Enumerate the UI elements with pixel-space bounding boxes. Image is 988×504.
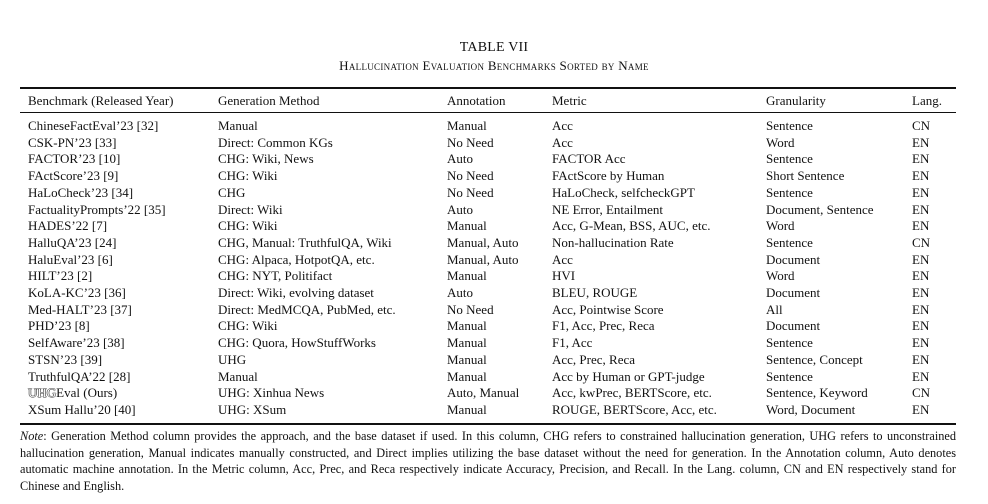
table-row [20,285,956,302]
header-row [20,90,956,112]
cell-lang: EN [912,184,930,200]
table-row [20,151,956,168]
cell-annotation: No Need [447,184,494,200]
header-benchmark: Benchmark (Released Year) [28,93,174,108]
cell-metric: Acc, G-Mean, BSS, AUC, etc. [552,218,711,234]
benchmark-prefix: UHG [28,385,57,401]
cell-benchmark: HADES’22 [7] [28,218,108,234]
bottom-rule [20,423,956,425]
header-granularity: Granularity [766,93,826,108]
cell-annotation: Manual, Auto [447,234,519,250]
cell-lang: EN [912,285,930,301]
cell-lang: EN [912,134,930,150]
cell-metric: NE Error, Entailment [552,201,664,217]
cell-lang: EN [912,218,930,234]
cell-generation-method: Direct: Wiki, evolving dataset [218,285,374,301]
cell-granularity: Sentence [766,151,813,167]
cell-benchmark: XSum Hallu’20 [40] [28,401,136,417]
cell-benchmark: HaLoCheck’23 [34] [28,184,134,200]
cell-lang: EN [912,251,930,267]
cell-annotation: Manual [447,118,487,133]
cell-generation-method: CHG: Wiki [218,218,278,234]
cell-annotation: Manual [447,351,487,367]
cell-granularity: Word [766,268,795,284]
cell-metric: Acc by Human or GPT-judge [552,368,705,384]
note-text: : Generation Method column provides the approach, and the base dataset if used. In this column, CHG refers to constrained hallucination generation, UHG refers to unconstrained hallucination generation, Manual indicates manually constructed, and Direct implies utilizing the base dataset without the need for generation. In the Annotation column, Auto denotes automatic machine annotation. In the Metric column, Acc, Prec, and Reca respectively indicate Accuracy, Precision, and Recall. In the Lang. column, CN and EN respectively stand for Chinese and English. [20,429,956,493]
cell-lang: CN [912,234,931,250]
cell-benchmark: FActScore’23 [9] [28,168,119,184]
cell-metric: FActScore by Human [552,168,665,184]
cell-lang: EN [912,168,930,184]
table-row [20,202,956,219]
cell-annotation: Manual [447,268,487,284]
cell-generation-method: UHG [218,351,247,367]
cell-generation-method: CHG: Wiki [218,318,278,334]
cell-lang: EN [912,268,930,284]
table-row [20,118,956,135]
cell-metric: BLEU, ROUGE [552,285,638,301]
cell-metric: Non-hallucination Rate [552,234,674,250]
benchmark-table [20,90,956,419]
cell-granularity: Document [766,251,821,267]
cell-lang: CN [912,385,931,401]
cell-generation-method: UHG: Xinhua News [218,385,325,401]
cell-lang: EN [912,368,930,384]
cell-annotation: No Need [447,134,494,150]
cell-metric: F1, Acc, Prec, Reca [552,318,655,334]
table-row [20,218,956,235]
table-body [20,118,956,419]
cell-benchmark [20,385,210,402]
cell-lang: EN [912,318,930,334]
cell-granularity: Sentence [766,184,813,200]
cell-generation-method: Direct: MedMCQA, PubMed, etc. [218,301,396,317]
cell-lang: EN [912,351,930,367]
note-label: Note [20,429,44,443]
cell-granularity: Sentence [766,118,813,133]
cell-granularity: Sentence [766,234,813,250]
table-row [20,402,956,419]
cell-metric: Acc, Prec, Reca [552,351,636,367]
cell-annotation: Auto [447,151,473,167]
cell-generation-method: CHG [218,184,246,200]
cell-benchmark: STSN’23 [39] [28,351,103,367]
cell-generation-method: CHG: NYT, Politifact [218,268,333,284]
cell-benchmark: HaluEval’23 [6] [28,251,113,267]
header-annotation: Annotation [447,93,506,108]
table-row [20,168,956,185]
cell-benchmark: KoLA-KC’23 [36] [28,285,126,301]
cell-metric: Acc [552,251,573,267]
cell-generation-method: CHG: Alpaca, HotpotQA, etc. [218,251,375,267]
table-row [20,252,956,269]
table-row [20,335,956,352]
cell-generation-method: Manual [218,368,258,384]
cell-granularity: Sentence, Keyword [766,385,868,401]
cell-granularity: All [766,301,783,317]
cell-metric: FACTOR Acc [552,151,626,167]
cell-benchmark: FACTOR’23 [10] [28,151,121,167]
cell-generation-method: CHG: Wiki [218,168,278,184]
top-rule [20,87,956,89]
table-row [20,268,956,285]
cell-generation-method: Direct: Wiki [218,201,283,217]
cell-generation-method: Direct: Common KGs [218,134,333,150]
cell-generation-method: CHG: Wiki, News [218,151,314,167]
table-row [20,185,956,202]
cell-benchmark: HalluQA’23 [24] [28,234,117,250]
cell-annotation: Manual [447,368,487,384]
table-row [20,352,956,369]
cell-lang: EN [912,401,930,417]
header-generation-method: Generation Method [218,93,320,108]
cell-metric: HVI [552,268,576,284]
cell-benchmark: SelfAware’23 [38] [28,335,125,351]
cell-granularity: Sentence, Concept [766,351,863,367]
cell-benchmark: ChineseFactEval’23 [32] [28,118,159,133]
cell-metric: HaLoCheck, selfcheckGPT [552,184,695,200]
cell-lang: EN [912,301,930,317]
cell-granularity: Word [766,134,795,150]
cell-generation-method: CHG: Quora, HowStuffWorks [218,335,376,351]
cell-benchmark: Med-HALT’23 [37] [28,301,132,317]
cell-metric: Acc [552,118,573,133]
table-row [20,235,956,252]
cell-annotation: Auto [447,201,473,217]
cell-granularity: Document, Sentence [766,201,874,217]
cell-generation-method: CHG, Manual: TruthfulQA, Wiki [218,234,392,250]
table-row [20,135,956,152]
header-lang: Lang. [912,93,942,108]
benchmark-name: Eval (Ours) [56,385,118,401]
cell-metric: Acc, Pointwise Score [552,301,664,317]
cell-benchmark: FactualityPrompts’22 [35] [28,201,166,217]
cell-benchmark: TruthfulQA’22 [28] [28,368,131,384]
cell-granularity: Sentence [766,335,813,351]
cell-metric: Acc [552,134,573,150]
cell-lang: EN [912,151,930,167]
cell-granularity: Short Sentence [766,168,845,184]
table-row [20,318,956,335]
cell-annotation: Auto, Manual [447,385,520,401]
header-metric: Metric [552,93,587,108]
cell-annotation: No Need [447,301,494,317]
table-title: Hallucination Evaluation Benchmarks Sorted by Name [339,58,649,73]
cell-granularity: Document [766,285,821,301]
cell-generation-method: Manual [218,118,258,133]
cell-lang: CN [912,118,931,133]
cell-benchmark: HILT’23 [2] [28,268,93,284]
cell-lang: EN [912,201,930,217]
cell-granularity: Sentence [766,368,813,384]
cell-annotation: Manual, Auto [447,251,519,267]
cell-benchmark: CSK-PN’23 [33] [28,134,117,150]
cell-metric: Acc, kwPrec, BERTScore, etc. [552,385,712,401]
cell-granularity: Document [766,318,821,334]
table-row [20,369,956,386]
cell-metric: ROUGE, BERTScore, Acc, etc. [552,401,717,417]
cell-annotation: Manual [447,218,487,234]
cell-granularity: Word, Document [766,401,856,417]
cell-annotation: Manual [447,335,487,351]
cell-generation-method: UHG: XSum [218,401,287,417]
cell-annotation: Manual [447,401,487,417]
cell-lang: EN [912,335,930,351]
table-row [20,385,956,402]
table-row [20,302,956,319]
cell-metric: F1, Acc [552,335,593,351]
cell-annotation: No Need [447,168,494,184]
table-note [20,428,956,494]
table-number: TABLE VII [459,40,529,55]
cell-annotation: Manual [447,318,487,334]
cell-granularity: Word [766,218,795,234]
cell-annotation: Auto [447,285,473,301]
cell-benchmark: PHD’23 [8] [28,318,90,334]
